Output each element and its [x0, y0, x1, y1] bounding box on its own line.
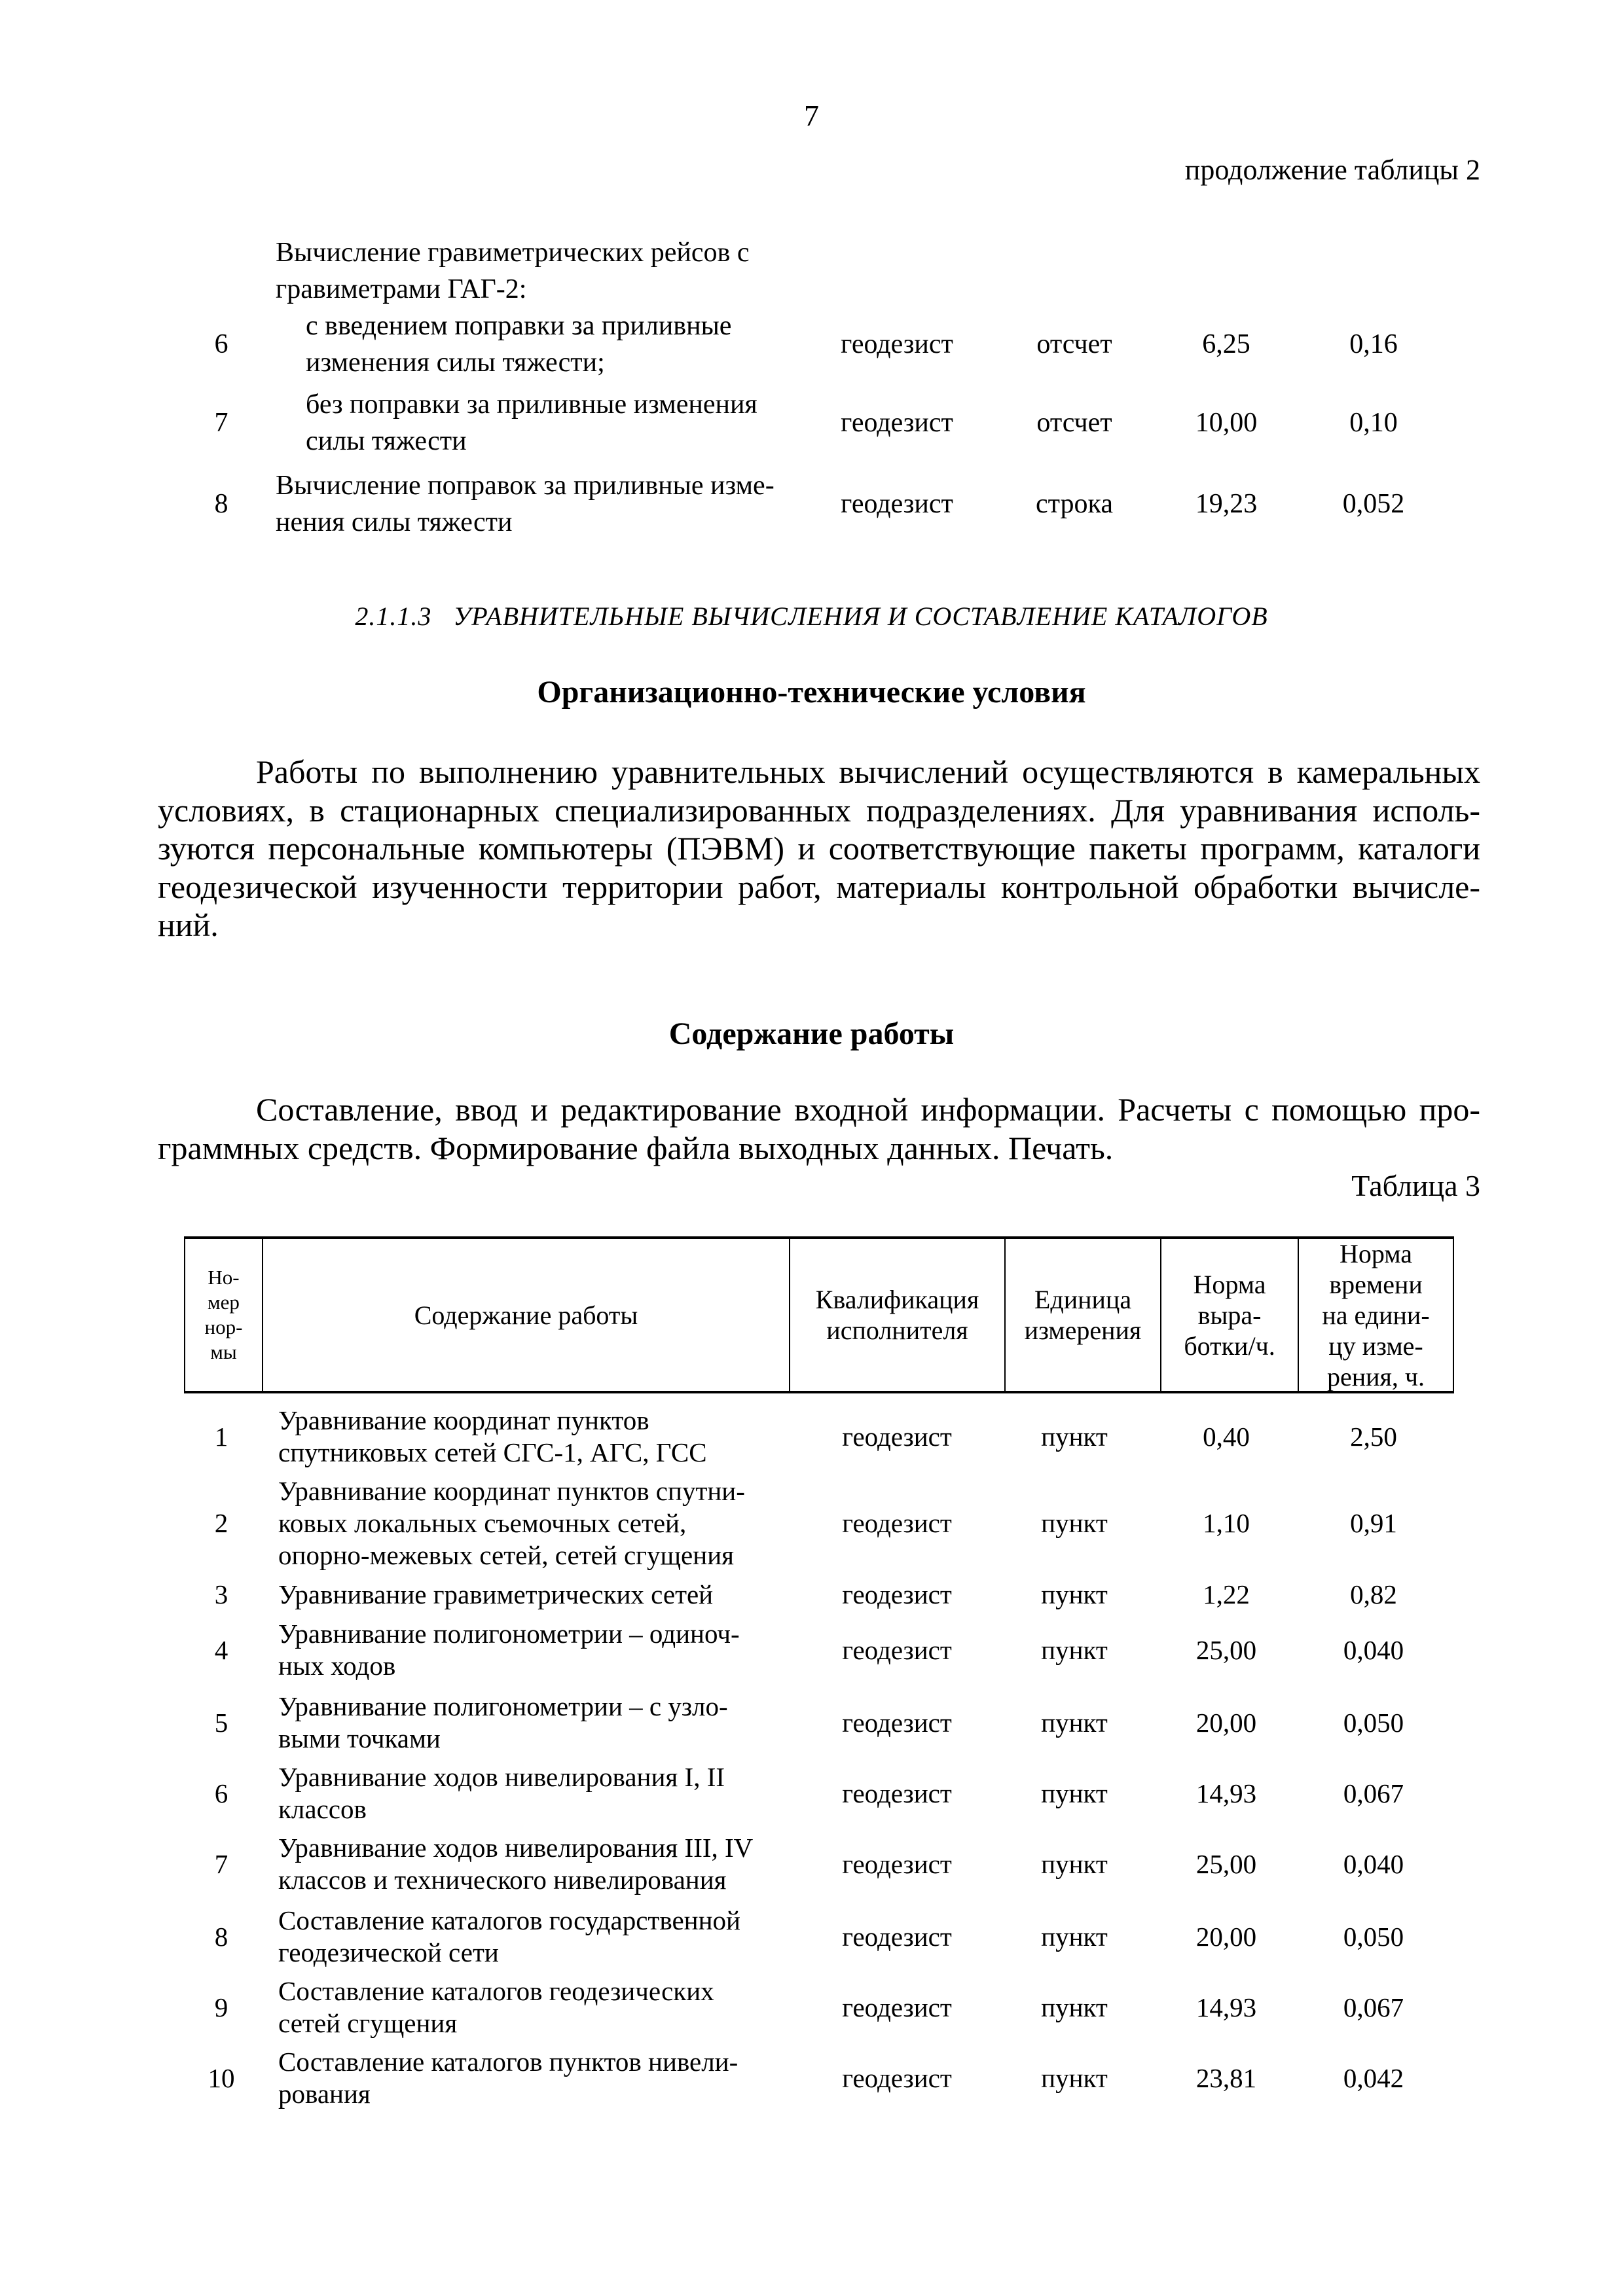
row-output-norm: 10,00: [1195, 408, 1258, 438]
row-unit: пункт: [1041, 1921, 1108, 1952]
row-time-norm: 0,040: [1343, 1848, 1404, 1879]
row-output-norm: 1,10: [1203, 1508, 1250, 1538]
table-3-header: [184, 1236, 1454, 1393]
row-output-norm: 6,25: [1202, 329, 1250, 359]
row-number: 3: [214, 1579, 228, 1609]
row-number: 2: [214, 1508, 228, 1538]
row-qualification: геодезист: [842, 1778, 952, 1808]
page-number: 7: [804, 99, 819, 132]
row-number: 5: [214, 1707, 228, 1738]
table-3-label: Таблица 3: [1351, 1169, 1480, 1202]
row-time-norm: 0,050: [1343, 1707, 1404, 1738]
row-time-norm: 0,042: [1343, 2062, 1404, 2093]
row-time-norm: 2,50: [1350, 1421, 1397, 1452]
row-qualification: геодезист: [841, 329, 953, 359]
paragraph-line: Работы по выполнению уравнительных вычислений осуществляются в камеральных: [256, 753, 1480, 790]
row-time-norm: 0,067: [1343, 1992, 1404, 2022]
row-unit: пункт: [1041, 1992, 1108, 2022]
row-work-description: без поправки за приливные изменения силы тяжести: [306, 389, 757, 456]
row-number: 9: [214, 1992, 228, 2022]
row-output-norm: 25,00: [1195, 1634, 1257, 1665]
row-time-norm: 0,91: [1350, 1508, 1397, 1538]
header-time-norm: Норма времени на едини- цу изме- рения, ч.: [1322, 1238, 1430, 1391]
row-unit: строка: [1036, 489, 1113, 519]
row-number: 6: [214, 329, 228, 359]
row-number: 7: [214, 1848, 228, 1879]
row-number: 6: [214, 1778, 228, 1808]
row-work-description: с введением поправки за приливные изменения силы тяжести;: [306, 311, 732, 378]
row-qualification: геодезист: [842, 1707, 952, 1738]
paragraph-line: граммных средств. Формирование файла выходных данных. Печать.: [158, 1129, 1114, 1166]
row-unit: пункт: [1041, 1778, 1108, 1808]
row-output-norm: 20,00: [1195, 1921, 1257, 1952]
header-unit: Единица измерения: [1006, 1239, 1161, 1391]
row-qualification: геодезист: [842, 2062, 952, 2093]
row-number: 10: [208, 2062, 235, 2093]
row-work-description: Вычисление гравиметрических рейсов с гравиметрами ГАГ-2:: [276, 238, 750, 304]
row-work-description: Составление каталогов геодезических сетей сгущения: [278, 1976, 714, 2038]
row-qualification: геодезист: [841, 408, 953, 438]
row-output-norm: 0,40: [1203, 1421, 1250, 1452]
header-qualification: Квалификация исполнителя: [790, 1239, 1006, 1391]
row-number: 8: [214, 489, 228, 519]
row-unit: пункт: [1041, 1707, 1108, 1738]
row-time-norm: 0,040: [1343, 1634, 1404, 1665]
row-work-description: Вычисление поправок за приливные изме- нения силы тяжести: [276, 471, 775, 537]
row-qualification: геодезист: [842, 1848, 952, 1879]
row-unit: пункт: [1041, 2062, 1108, 2093]
work-content-heading: Содержание работы: [668, 1016, 955, 1051]
row-unit: отсчет: [1036, 329, 1112, 359]
row-number: 1: [214, 1421, 228, 1452]
row-output-norm: 20,00: [1195, 1707, 1257, 1738]
row-output-norm: 14,93: [1195, 1778, 1257, 1808]
row-qualification: геодезист: [842, 1992, 952, 2022]
header-output-norm: Норма выра- ботки/ч.: [1161, 1239, 1299, 1391]
paragraph-line: ний.: [158, 906, 219, 943]
row-qualification: геодезист: [842, 1579, 952, 1609]
row-time-norm: 0,052: [1342, 489, 1405, 519]
paragraph-line: Составление, ввод и редактирование входной информации. Расчеты с помощью про-: [256, 1091, 1480, 1128]
row-qualification: геодезист: [842, 1634, 952, 1665]
org-conditions-paragraph: [158, 753, 1480, 944]
row-work-description: Уравнивание гравиметрических сетей: [278, 1579, 714, 1609]
table-continuation-label: продолжение таблицы 2: [1184, 154, 1480, 186]
row-work-description: Уравнивание ходов нивелирования I, II классов: [278, 1762, 725, 1824]
row-unit: пункт: [1041, 1508, 1108, 1538]
row-number: 4: [214, 1634, 228, 1665]
section-heading: 2.1.1.3 УРАВНИТЕЛЬНЫЕ ВЫЧИСЛЕНИЯ И СОСТАВЛЕНИЕ КАТАЛОГОВ: [355, 601, 1268, 631]
row-qualification: геодезист: [842, 1421, 952, 1452]
row-output-norm: 25,00: [1195, 1848, 1257, 1879]
row-time-norm: 0,10: [1349, 408, 1398, 438]
row-qualification: геодезист: [841, 489, 953, 519]
paragraph-line: условиях, в стационарных специализированных подразделениях. Для уравнивания исполь-: [158, 791, 1480, 829]
org-conditions-heading: Организационно-технические условия: [537, 675, 1086, 709]
row-number: 8: [214, 1921, 228, 1952]
row-time-norm: 0,067: [1343, 1778, 1404, 1808]
header-work-content: Содержание работы: [263, 1239, 790, 1391]
paragraph-line: зуются персональные компьютеры (ПЭВМ) и соответствующие пакеты программ, каталоги: [158, 830, 1480, 867]
row-output-norm: 19,23: [1195, 489, 1258, 519]
row-time-norm: 0,050: [1343, 1921, 1404, 1952]
paragraph-line: геодезической изученности территории работ, материалы контрольной обработки вычисле-: [158, 868, 1480, 905]
row-number: 7: [214, 408, 228, 438]
row-unit: пункт: [1041, 1421, 1108, 1452]
row-work-description: Составление каталогов пунктов нивели- рования: [278, 2047, 739, 2109]
row-unit: пункт: [1041, 1634, 1108, 1665]
row-unit: пункт: [1041, 1848, 1108, 1879]
row-time-norm: 0,82: [1350, 1579, 1397, 1609]
row-qualification: геодезист: [842, 1508, 952, 1538]
row-work-description: Уравнивание координат пунктов спутни- ковых локальных съемочных сетей, опорно-межевых сетей, сетей сгущения: [278, 1476, 745, 1570]
work-content-paragraph: [158, 1090, 1480, 1167]
row-unit: пункт: [1041, 1579, 1108, 1609]
row-work-description: Уравнивание ходов нивелирования III, IV классов и технического нивелирования: [278, 1833, 754, 1895]
header-norm-number: Но- мер нор- мы: [185, 1239, 263, 1391]
row-output-norm: 14,93: [1195, 1992, 1257, 2022]
row-output-norm: 1,22: [1203, 1579, 1250, 1609]
row-output-norm: 23,81: [1195, 2062, 1257, 2093]
row-work-description: Уравнивание полигонометрии – с узло- выми точками: [278, 1691, 728, 1753]
row-work-description: Уравнивание координат пунктов спутниковых сетей СГС-1, АГС, ГСС: [278, 1405, 707, 1467]
row-unit: отсчет: [1036, 408, 1112, 438]
row-work-description: Уравнивание полигонометрии – одиноч- ных ходов: [278, 1619, 740, 1681]
row-work-description: Составление каталогов государственной геодезической сети: [278, 1905, 740, 1967]
row-qualification: геодезист: [842, 1921, 952, 1952]
row-time-norm: 0,16: [1349, 329, 1398, 359]
